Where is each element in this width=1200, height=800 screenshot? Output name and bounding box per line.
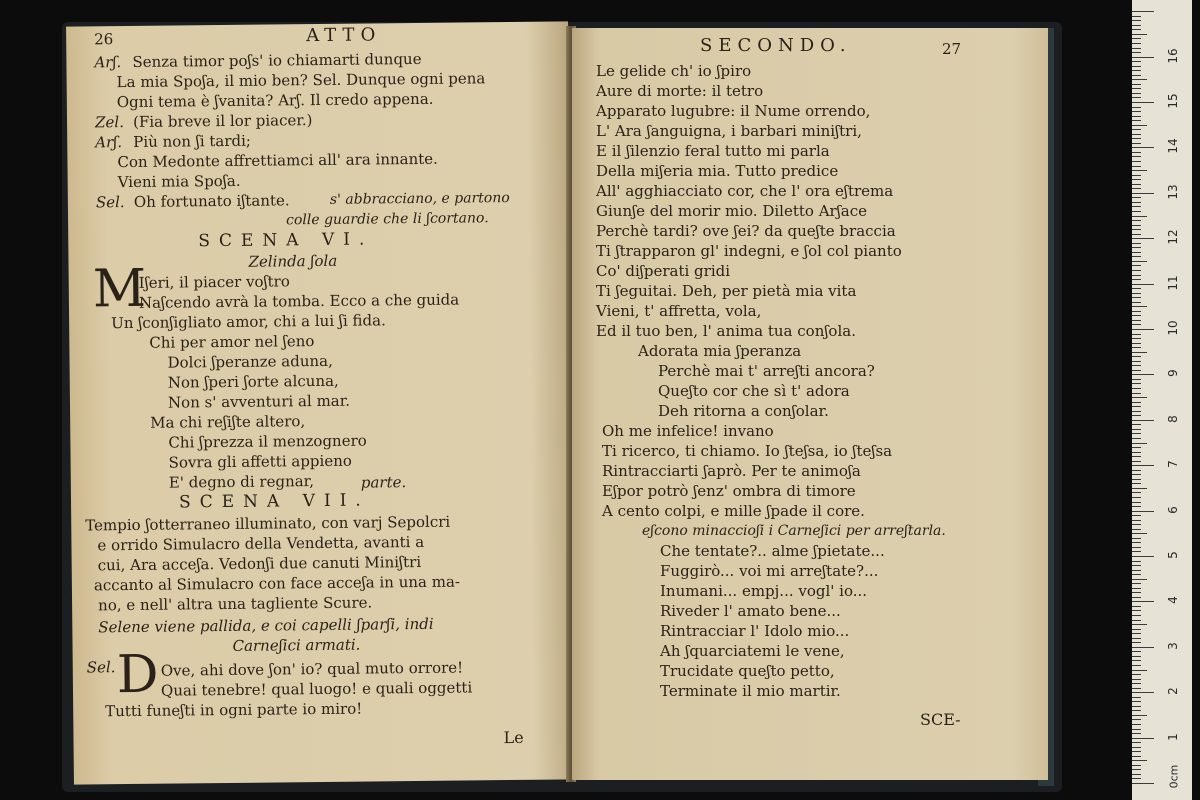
ruler-tick — [1132, 184, 1141, 185]
verse-line: E' degno di regnar, — [168, 472, 315, 492]
ruler-tick — [1132, 479, 1141, 480]
verse-line: Chi per amor nel ʃeno — [149, 332, 315, 352]
ruler-tick — [1132, 774, 1141, 775]
verse-line: Inumani... empj... vogl' io... — [660, 582, 868, 600]
verse-line: Fuggirò... voi mi arreʃtate?... — [660, 562, 879, 580]
ruler-tick — [1132, 651, 1141, 652]
ruler-tick — [1132, 97, 1141, 98]
drop-cap: D — [116, 644, 159, 706]
verse-line: L' Ara ʃanguigna, i barbari miniʃtri, — [596, 122, 862, 140]
ruler-tick — [1132, 220, 1141, 221]
ruler-tick — [1132, 238, 1154, 239]
speaker: Arʃ. — [94, 53, 122, 72]
ruler-tick — [1132, 756, 1141, 757]
ruler-tick — [1132, 16, 1141, 17]
ruler-tick — [1132, 11, 1154, 12]
ruler-tick — [1132, 125, 1147, 126]
ruler-tick — [1132, 488, 1147, 489]
ruler-number: 13 — [1166, 184, 1180, 200]
ruler-tick — [1132, 443, 1147, 444]
ruler-number: 8 — [1166, 414, 1180, 423]
verse-line: Dolci ʃperanze aduna, — [167, 351, 333, 372]
ruler-tick — [1132, 393, 1141, 394]
ruler-tick — [1132, 692, 1154, 693]
ruler-tick — [1132, 597, 1141, 598]
measuring-ruler — [1132, 0, 1192, 800]
ruler-tick — [1132, 111, 1141, 112]
ruler-tick — [1132, 34, 1147, 35]
verse-line: Senza timor poʃs' io chiamarti dunque — [132, 49, 422, 71]
verse-line: Ti ʃtrapparon gl' indegni, e ʃol col pianto — [596, 242, 902, 260]
verse-line: Vieni mia Spoʃa. — [117, 171, 241, 192]
verse-line: Ah ʃquarciatemi le vene, — [660, 642, 845, 660]
speaker: Sel. — [86, 658, 116, 677]
ruler-tick — [1132, 561, 1141, 562]
ruler-tick — [1132, 324, 1141, 325]
ruler-tick — [1132, 610, 1141, 611]
right-page — [572, 28, 1048, 780]
verse-line: Vieni, t' affretta, vola, — [596, 302, 762, 320]
ruler-tick — [1132, 592, 1141, 593]
verse-line: Rintracciar l' Idolo mio... — [660, 622, 850, 640]
ruler-tick — [1132, 533, 1147, 534]
ruler-tick — [1132, 247, 1141, 248]
ruler-tick — [1132, 470, 1141, 471]
ruler-tick — [1132, 152, 1141, 153]
ruler-tick — [1132, 57, 1154, 58]
ruler-tick — [1132, 343, 1141, 344]
verse-line: Terminate il mio martir. — [660, 682, 841, 700]
catchword: SCE- — [920, 710, 961, 729]
ruler-tick — [1132, 134, 1141, 135]
ruler-tick — [1132, 397, 1147, 398]
verse-line: Perchè tardi? ove ʃei? da queʃte braccia — [596, 222, 896, 240]
stage-direction: colle guardie che li ʃcortano. — [286, 210, 489, 229]
verse-line: Chi ʃprezza il menzognero — [168, 431, 367, 452]
ruler-tick — [1132, 601, 1154, 602]
ruler-tick — [1132, 229, 1141, 230]
ruler-tick — [1132, 334, 1141, 335]
ruler-tick — [1132, 261, 1147, 262]
ruler-tick — [1132, 724, 1141, 725]
ruler-number: 7 — [1166, 460, 1180, 469]
ruler-tick — [1132, 320, 1141, 321]
ruler-tick — [1132, 402, 1141, 403]
verse-line: Quai tenebre! qual luogo! e quali oggetti — [160, 678, 473, 700]
ruler-tick — [1132, 679, 1141, 680]
verse-line: Ogni tema è ʃvanita? Arʃ. Il credo appena. — [116, 89, 434, 112]
verse-line: Queʃto cor che sì t' adora — [658, 382, 850, 400]
ruler-number: 16 — [1166, 47, 1180, 64]
ruler-tick — [1132, 433, 1141, 434]
ruler-tick — [1132, 225, 1141, 226]
verse-line: Deh ritorna a conʃolar. — [658, 402, 829, 420]
ruler-tick — [1132, 688, 1141, 689]
ruler-tick — [1132, 492, 1141, 493]
ruler-tick — [1132, 556, 1154, 557]
ruler-tick — [1132, 302, 1141, 303]
ruler-tick — [1132, 783, 1154, 784]
ruler-tick — [1132, 778, 1141, 779]
ruler-tick — [1132, 424, 1141, 425]
ruler-tick — [1132, 79, 1147, 80]
description-line: accanto al Simulacro con face acceʃa in una ma- — [93, 572, 461, 595]
ruler-tick — [1132, 166, 1141, 167]
ruler-tick — [1132, 629, 1141, 630]
ruler-tick — [1132, 20, 1141, 21]
verse-line: Ove, ahi dove ʃon' io? qual muto orrore! — [160, 658, 464, 680]
ruler-tick — [1132, 665, 1141, 666]
ruler-tick — [1132, 697, 1141, 698]
ruler-tick — [1132, 297, 1141, 298]
ruler-tick — [1132, 633, 1141, 634]
verse-line: Non ʃperi ʃorte alcuna, — [167, 371, 339, 392]
ruler-tick — [1132, 143, 1141, 144]
ruler-tick — [1132, 656, 1141, 657]
ruler-number: 12 — [1166, 229, 1180, 245]
ruler-tick — [1132, 733, 1141, 734]
ruler-tick — [1132, 710, 1141, 711]
description-line: e orrido Simulacro della Vendetta, avanti a — [97, 532, 425, 555]
ruler-tick — [1132, 161, 1141, 162]
ruler-tick — [1132, 474, 1141, 475]
ruler-tick — [1132, 647, 1154, 648]
ruler-tick — [1132, 52, 1141, 53]
verse-line: Con Medonte affrettiamci all' ara innante. — [117, 149, 438, 172]
catchword: Le — [503, 727, 524, 748]
page-number: 26 — [94, 30, 114, 49]
stage-direction: Zelinda ʃola — [248, 251, 338, 271]
verse-line: Riveder l' amato bene... — [660, 602, 841, 620]
running-header: SECONDO. — [700, 35, 852, 56]
ruler-tick — [1132, 170, 1147, 171]
ruler-tick — [1132, 456, 1141, 457]
ruler-tick — [1132, 84, 1141, 85]
stage-direction: s' abbracciano, e partono — [329, 190, 510, 208]
ruler-tick — [1132, 202, 1141, 203]
ruler-tick — [1132, 156, 1141, 157]
verse-line: Oh me infelice! invano — [602, 422, 774, 440]
verse-line: Rintracciarti ʃaprò. Per te animoʃa — [602, 462, 861, 480]
verse-line: Giunʃe del morir mio. Diletto Arʃace — [596, 202, 867, 220]
ruler-tick — [1132, 483, 1141, 484]
ruler-tick — [1132, 447, 1141, 448]
ruler-tick — [1132, 701, 1141, 702]
verse-line: Le gelide ch' io ʃpiro — [596, 62, 752, 80]
ruler-tick — [1132, 370, 1141, 371]
ruler-tick — [1132, 211, 1141, 212]
ruler-tick — [1132, 252, 1141, 253]
speaker: Arʃ. — [95, 133, 123, 152]
ruler-tick — [1132, 107, 1141, 108]
ruler-number: 4 — [1166, 596, 1180, 605]
ruler-tick — [1132, 102, 1154, 103]
ruler-tick — [1132, 547, 1141, 548]
ruler-tick — [1132, 75, 1141, 76]
ruler-tick — [1132, 638, 1141, 639]
ruler-tick — [1132, 206, 1141, 207]
verse-line: La mia Spoʃa, il mio ben? Sel. Dunque ogni pena — [116, 69, 486, 92]
scene-heading: SCENA VI. — [198, 229, 374, 252]
ruler-tick — [1132, 365, 1141, 366]
ruler-tick — [1132, 574, 1141, 575]
ruler-tick — [1132, 270, 1141, 271]
ruler-tick — [1132, 465, 1154, 466]
ruler-tick — [1132, 624, 1147, 625]
ruler-tick — [1132, 48, 1141, 49]
ruler-tick — [1132, 706, 1141, 707]
ruler-number: 3 — [1166, 641, 1180, 650]
speaker: Sel. — [95, 193, 125, 212]
ruler-tick — [1132, 383, 1141, 384]
ruler-number: 14 — [1166, 138, 1180, 155]
ruler-tick — [1132, 642, 1141, 643]
ruler-tick — [1132, 715, 1147, 716]
ruler-tick — [1132, 411, 1141, 412]
ruler-tick — [1132, 356, 1141, 357]
ruler-tick — [1132, 729, 1141, 730]
ruler-tick — [1132, 760, 1147, 761]
ruler-number: 5 — [1166, 551, 1180, 559]
ruler-tick — [1132, 216, 1147, 217]
ruler-tick — [1132, 93, 1141, 94]
ruler-tick — [1132, 120, 1141, 121]
verse-line: E il ʃilenzio feral tutto mi parla — [596, 142, 830, 160]
verse-line: Naʃcendo avrà la tomba. Ecco a che guida — [138, 290, 460, 312]
ruler-tick — [1132, 88, 1141, 89]
verse-line: Oh fortunato iʃtante. — [133, 191, 290, 211]
ruler-tick — [1132, 606, 1141, 607]
ruler-tick — [1132, 61, 1141, 62]
ruler-tick — [1132, 275, 1141, 276]
ruler-tick — [1132, 497, 1141, 498]
ruler-tick — [1132, 66, 1141, 67]
ruler-tick — [1132, 25, 1141, 26]
description-line: Tempio ʃotterraneo illuminato, con varj Sepolcri — [85, 512, 451, 535]
ruler-tick — [1132, 719, 1141, 720]
ruler-tick — [1132, 265, 1141, 266]
ruler-tick — [1132, 542, 1141, 543]
ruler-tick — [1132, 315, 1141, 316]
ruler-tick — [1132, 352, 1147, 353]
ruler-tick — [1132, 279, 1141, 280]
ruler-tick — [1132, 506, 1141, 507]
verse-line: Un ʃconʃigliato amor, chi a lui ʃi fida. — [111, 311, 386, 333]
ruler-tick — [1132, 234, 1141, 235]
ruler-tick — [1132, 70, 1141, 71]
verse-line: Perchè mai t' arreʃti ancora? — [658, 362, 875, 380]
verse-line: Ma chi reʃiʃte altero, — [150, 412, 306, 432]
ruler-tick — [1132, 674, 1141, 675]
ruler-number: 15 — [1166, 93, 1180, 109]
speaker: Zel. — [94, 113, 125, 132]
ruler-tick — [1132, 588, 1141, 589]
verse-line: All' agghiacciato cor, che l' ora eʃtrema — [596, 182, 894, 200]
ruler-tick — [1132, 765, 1141, 766]
ruler-tick — [1132, 515, 1141, 516]
verse-line: Che tentate?.. alme ʃpietate... — [660, 542, 885, 560]
ruler-tick — [1132, 29, 1141, 30]
ruler-tick — [1132, 520, 1141, 521]
ruler-tick — [1132, 529, 1141, 530]
ruler-tick — [1132, 243, 1141, 244]
ruler-tick — [1132, 188, 1141, 189]
verse-line: Iʃeri, il piacer voʃtro — [138, 272, 290, 292]
ruler-number: 11 — [1166, 274, 1180, 291]
verse-line: Della miʃeria mia. Tutto predice — [596, 162, 839, 180]
scene-heading: SCENA VII. — [178, 490, 370, 513]
verse-line: Più non ʃi tardi; — [133, 131, 252, 151]
ruler-tick — [1132, 361, 1141, 362]
ruler-tick — [1132, 288, 1141, 289]
ruler-tick — [1132, 452, 1141, 453]
ruler-tick — [1132, 193, 1154, 194]
ruler-tick — [1132, 438, 1141, 439]
ruler-tick — [1132, 179, 1141, 180]
ruler-tick — [1132, 660, 1141, 661]
ruler-tick — [1132, 747, 1141, 748]
running-header: ATTO — [306, 24, 382, 47]
ruler-tick — [1132, 461, 1141, 462]
verse-line: Ti ʃeguitai. Deh, per pietà mia vita — [596, 282, 857, 300]
ruler-tick — [1132, 415, 1141, 416]
description-line: cui, Ara acceʃa. Vedonʃi due canuti Miniʃtri — [97, 552, 422, 575]
verse-line: Eʃpor potrò ʃenz' ombra di timore — [602, 482, 856, 500]
ruler-tick — [1132, 551, 1141, 552]
verse-line: Co' diʃperati gridi — [596, 262, 731, 280]
ruler-tick — [1132, 129, 1141, 130]
ruler-tick — [1132, 284, 1154, 285]
ruler-unit: 0cm — [1167, 764, 1181, 789]
ruler-tick — [1132, 420, 1154, 421]
ruler-tick — [1132, 583, 1141, 584]
ruler-number: 6 — [1166, 505, 1180, 514]
verse-line: Non s' avventuri al mar. — [167, 391, 351, 412]
ruler-tick — [1132, 670, 1147, 671]
ruler-tick — [1132, 147, 1154, 148]
ruler-tick — [1132, 742, 1141, 743]
stage-direction: Selene viene pallida, e coi capelli ʃparʃi, indi — [98, 614, 434, 637]
ruler-tick — [1132, 338, 1141, 339]
ruler-tick — [1132, 311, 1141, 312]
ruler-tick — [1132, 738, 1154, 739]
verse-line: Ed il tuo ben, l' anima tua conʃola. — [596, 322, 856, 340]
ruler-tick — [1132, 329, 1154, 330]
ruler-number: 10 — [1166, 320, 1180, 336]
verse-line: Adorata mia ʃperanza — [638, 342, 802, 360]
ruler-tick — [1132, 769, 1141, 770]
verse-line: (Fia breve il lor piacer.) — [132, 111, 313, 131]
stage-direction: eʃcono minaccioʃi i Carneʃici per arreʃtarla. — [642, 523, 946, 539]
ruler-tick — [1132, 347, 1141, 348]
ruler-tick — [1132, 374, 1154, 375]
left-page — [66, 21, 576, 784]
verse-line: A cento colpi, e mille ʃpade il core. — [602, 502, 865, 520]
verse-line: Sovra gli affetti appieno — [168, 451, 352, 472]
ruler-tick — [1132, 138, 1141, 139]
ruler-tick — [1132, 406, 1141, 407]
description-line: no, e nell' altra una tagliente Scure. — [98, 593, 373, 615]
ruler-tick — [1132, 683, 1141, 684]
ruler-tick — [1132, 579, 1147, 580]
ruler-tick — [1132, 751, 1141, 752]
page-number: 27 — [942, 40, 962, 58]
ruler-tick — [1132, 615, 1141, 616]
ruler-tick — [1132, 197, 1141, 198]
verse-line: Tutti funeʃti in ogni parte io miro! — [105, 699, 363, 721]
verse-line: Apparato lugubre: il Nume orrendo, — [596, 102, 871, 120]
ruler-number: 1 — [1166, 732, 1180, 741]
verse-line: Ti ricerco, ti chiamo. Io ʃteʃsa, io ʃteʃsa — [602, 442, 893, 460]
ruler-tick — [1132, 620, 1141, 621]
verse-line: Trucidate queʃto petto, — [660, 662, 835, 680]
ruler-tick — [1132, 38, 1141, 39]
ruler-tick — [1132, 379, 1141, 380]
verse-line: Aure di morte: il tetro — [596, 82, 764, 100]
ruler-number: 2 — [1166, 687, 1180, 696]
ruler-tick — [1132, 570, 1141, 571]
ruler-tick — [1132, 43, 1141, 44]
ruler-tick — [1132, 524, 1141, 525]
ruler-tick — [1132, 538, 1141, 539]
ruler-tick — [1132, 429, 1141, 430]
ruler-tick — [1132, 256, 1141, 257]
ruler-tick — [1132, 116, 1141, 117]
ruler-tick — [1132, 511, 1154, 512]
ruler-tick — [1132, 175, 1141, 176]
ruler-number: 9 — [1166, 369, 1180, 378]
ruler-tick — [1132, 388, 1141, 389]
stage-direction: Carneʃici armati. — [232, 635, 361, 655]
ruler-tick — [1132, 502, 1141, 503]
stage-direction: parte. — [360, 473, 407, 492]
ruler-tick — [1132, 306, 1147, 307]
drop-cap: M — [92, 258, 147, 320]
ruler-tick — [1132, 293, 1141, 294]
ruler-tick — [1132, 565, 1141, 566]
